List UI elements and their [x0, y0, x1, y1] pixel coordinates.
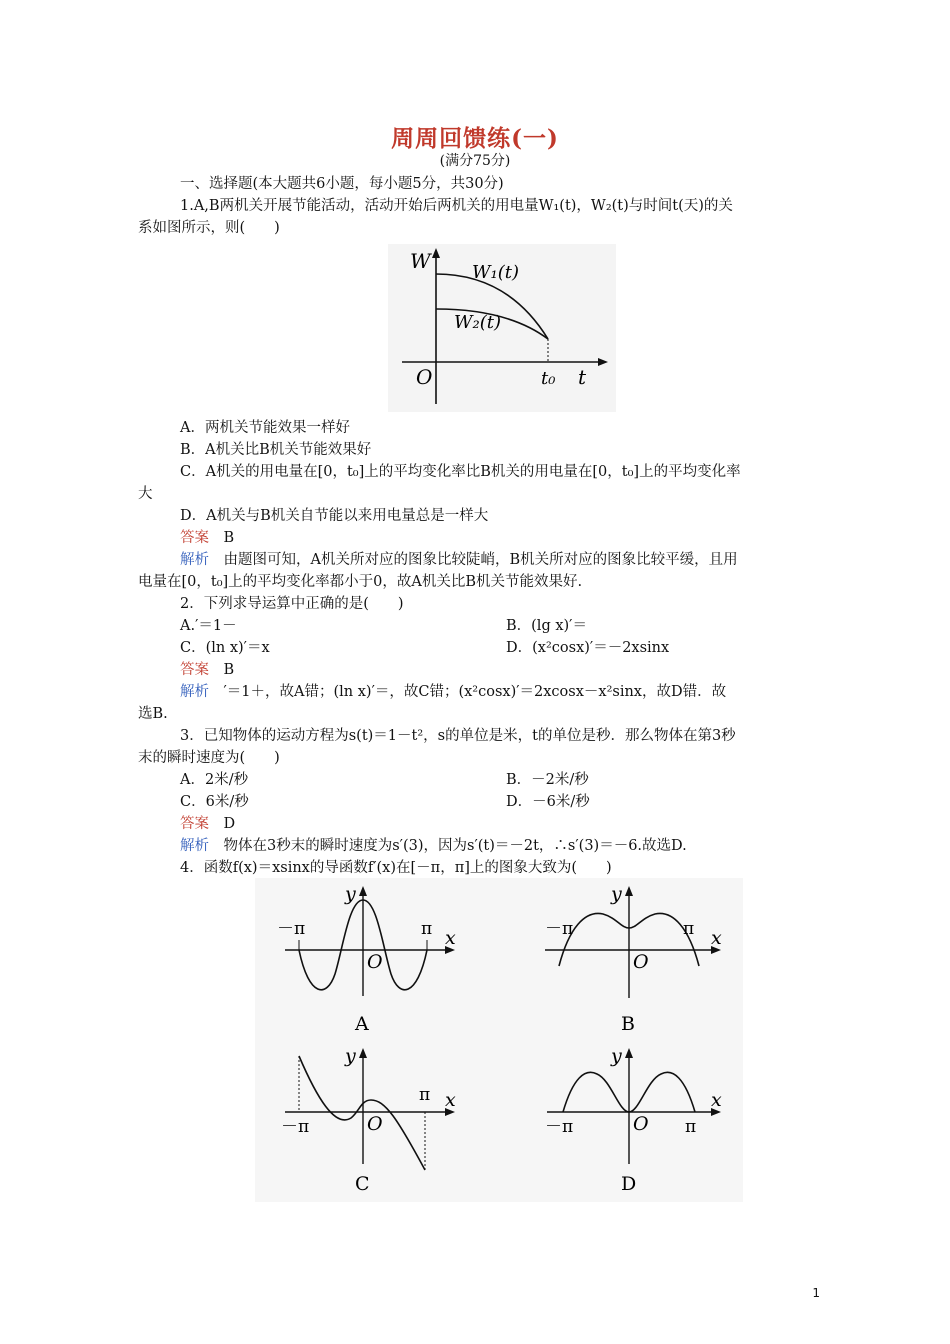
page-subtitle: (满分75分) — [439, 153, 511, 169]
page-number: 1 — [812, 1286, 820, 1300]
graph-c-y: y — [345, 1045, 356, 1067]
graph-c-neg-pi: －π — [281, 1117, 310, 1137]
section-heading: 一、选择题(本大题共6小题，每小题5分，共30分) — [180, 176, 504, 192]
q3-analysis — [180, 836, 687, 856]
q3-option-b: B．－2米/秒 — [506, 772, 589, 788]
fig-w1-label: W₁(t) — [472, 262, 519, 283]
analysis-text: 物体在3秒末的瞬时速度为s′(3)，因为s′(t)＝－2t，∴s′(3)＝－6.故选D. — [223, 838, 687, 854]
q2-option-d: D．(x²cosx)′＝－2xsinx — [506, 640, 670, 656]
q3-stem-line2: 末的瞬时速度为( ) — [138, 750, 280, 766]
q1-option-c-line2: 大 — [138, 486, 153, 502]
graph-b-neg-pi: －π — [545, 919, 574, 939]
graph-a-pi: π — [421, 919, 433, 939]
graph-d-caption: D — [621, 1173, 637, 1195]
fig-t0-label: t₀ — [541, 368, 556, 389]
answer-value: B — [223, 530, 235, 546]
graph-d-neg-pi: －π — [545, 1117, 574, 1137]
graph-d-pi: π — [685, 1117, 697, 1137]
q4-stem: 4．函数f(x)＝xsinx的导函数f′(x)在[－π，π]上的图象大致为( ) — [180, 860, 612, 876]
page-title: 周周回馈练(一) — [391, 125, 559, 152]
fig-origin: O — [416, 365, 433, 389]
fig-w2-label: W₂(t) — [454, 312, 501, 333]
graph-a-caption: A — [355, 1013, 369, 1035]
graph-d-origin: O — [633, 1113, 649, 1135]
analysis-text: ′＝1＋，故A错；(ln x)′＝，故C错；(x²cosx)′＝2xcosx－x²sinx，故D错．故 — [223, 684, 727, 700]
q1-stem-line1: 1.A,B两机关开展节能活动，活动开始后两机关的用电量W₁(t)，W₂(t)与时间t(天)的关 — [180, 198, 733, 214]
graph-d-y: y — [611, 1045, 622, 1067]
q1-analysis-line2: 电量在[0，t₀]上的平均变化率都小于0，故A机关比B机关节能效果好. — [138, 574, 583, 590]
graph-a-x: x — [445, 927, 456, 949]
graph-a-neg-pi: －π — [277, 919, 306, 939]
graph-a-origin: O — [367, 951, 383, 973]
q1-option-a: A．两机关节能效果一样好 — [180, 420, 350, 436]
graph-c-caption: C — [355, 1173, 370, 1195]
q1-option-d: D．A机关与B机关自节能以来用电量总是一样大 — [180, 508, 489, 524]
graph-d-x: x — [711, 1089, 722, 1111]
q2-option-a: A.′＝1－ — [180, 618, 237, 634]
q1-figure — [388, 244, 616, 412]
q4-graphs — [255, 878, 743, 1202]
answer-value: B — [223, 662, 235, 678]
analysis-text: 由题图可知，A机关所对应的图象比较陡峭，B机关所对应的图象比较平缓，且用 — [223, 552, 738, 568]
fig-x-label: t — [578, 365, 587, 389]
graph-b-x: x — [711, 927, 722, 949]
analysis-label: 解析 — [180, 684, 209, 700]
q3-option-a: A．2米/秒 — [180, 772, 249, 788]
answer-value: D — [223, 816, 236, 832]
q2-option-b: B．(lg x)′＝ — [506, 618, 587, 634]
graph-b-origin: O — [633, 951, 649, 973]
q3-option-d: D．－6米/秒 — [506, 794, 590, 810]
graph-c-pi: π — [419, 1085, 431, 1105]
analysis-label: 解析 — [180, 552, 209, 568]
analysis-label: 解析 — [180, 838, 209, 854]
graph-c-origin: O — [367, 1113, 383, 1135]
q1-analysis-line1 — [180, 550, 738, 570]
q2-option-c: C．(ln x)′＝x — [180, 640, 270, 656]
q1-stem-line2: 系如图所示，则( ) — [138, 220, 280, 236]
q1-answer — [180, 528, 234, 548]
graph-c-x: x — [445, 1089, 456, 1111]
q2-answer — [180, 660, 234, 680]
q3-stem-line1: 3．已知物体的运动方程为s(t)＝1－t²，s的单位是米，t的单位是秒．那么物体在第3秒 — [180, 728, 736, 744]
q3-option-c: C．6米/秒 — [180, 794, 249, 810]
q3-answer — [180, 814, 235, 834]
fig-y-label: W — [410, 249, 431, 273]
graph-b-pi: π — [683, 919, 695, 939]
answer-label: 答案 — [180, 662, 209, 678]
q1-option-b: B．A机关比B机关节能效果好 — [180, 442, 372, 458]
q2-analysis-line2: 选B. — [138, 706, 168, 722]
answer-label: 答案 — [180, 816, 209, 832]
q2-analysis-line1 — [180, 682, 726, 702]
graph-a-y: y — [345, 883, 356, 905]
answer-label: 答案 — [180, 530, 209, 546]
graph-b-caption: B — [621, 1013, 635, 1035]
graph-b-y: y — [611, 883, 622, 905]
q2-stem: 2．下列求导运算中正确的是( ) — [180, 596, 404, 612]
q1-option-c-line1: C．A机关的用电量在[0，t₀]上的平均变化率比B机关的用电量在[0，t₀]上的平均变化率 — [180, 464, 741, 480]
